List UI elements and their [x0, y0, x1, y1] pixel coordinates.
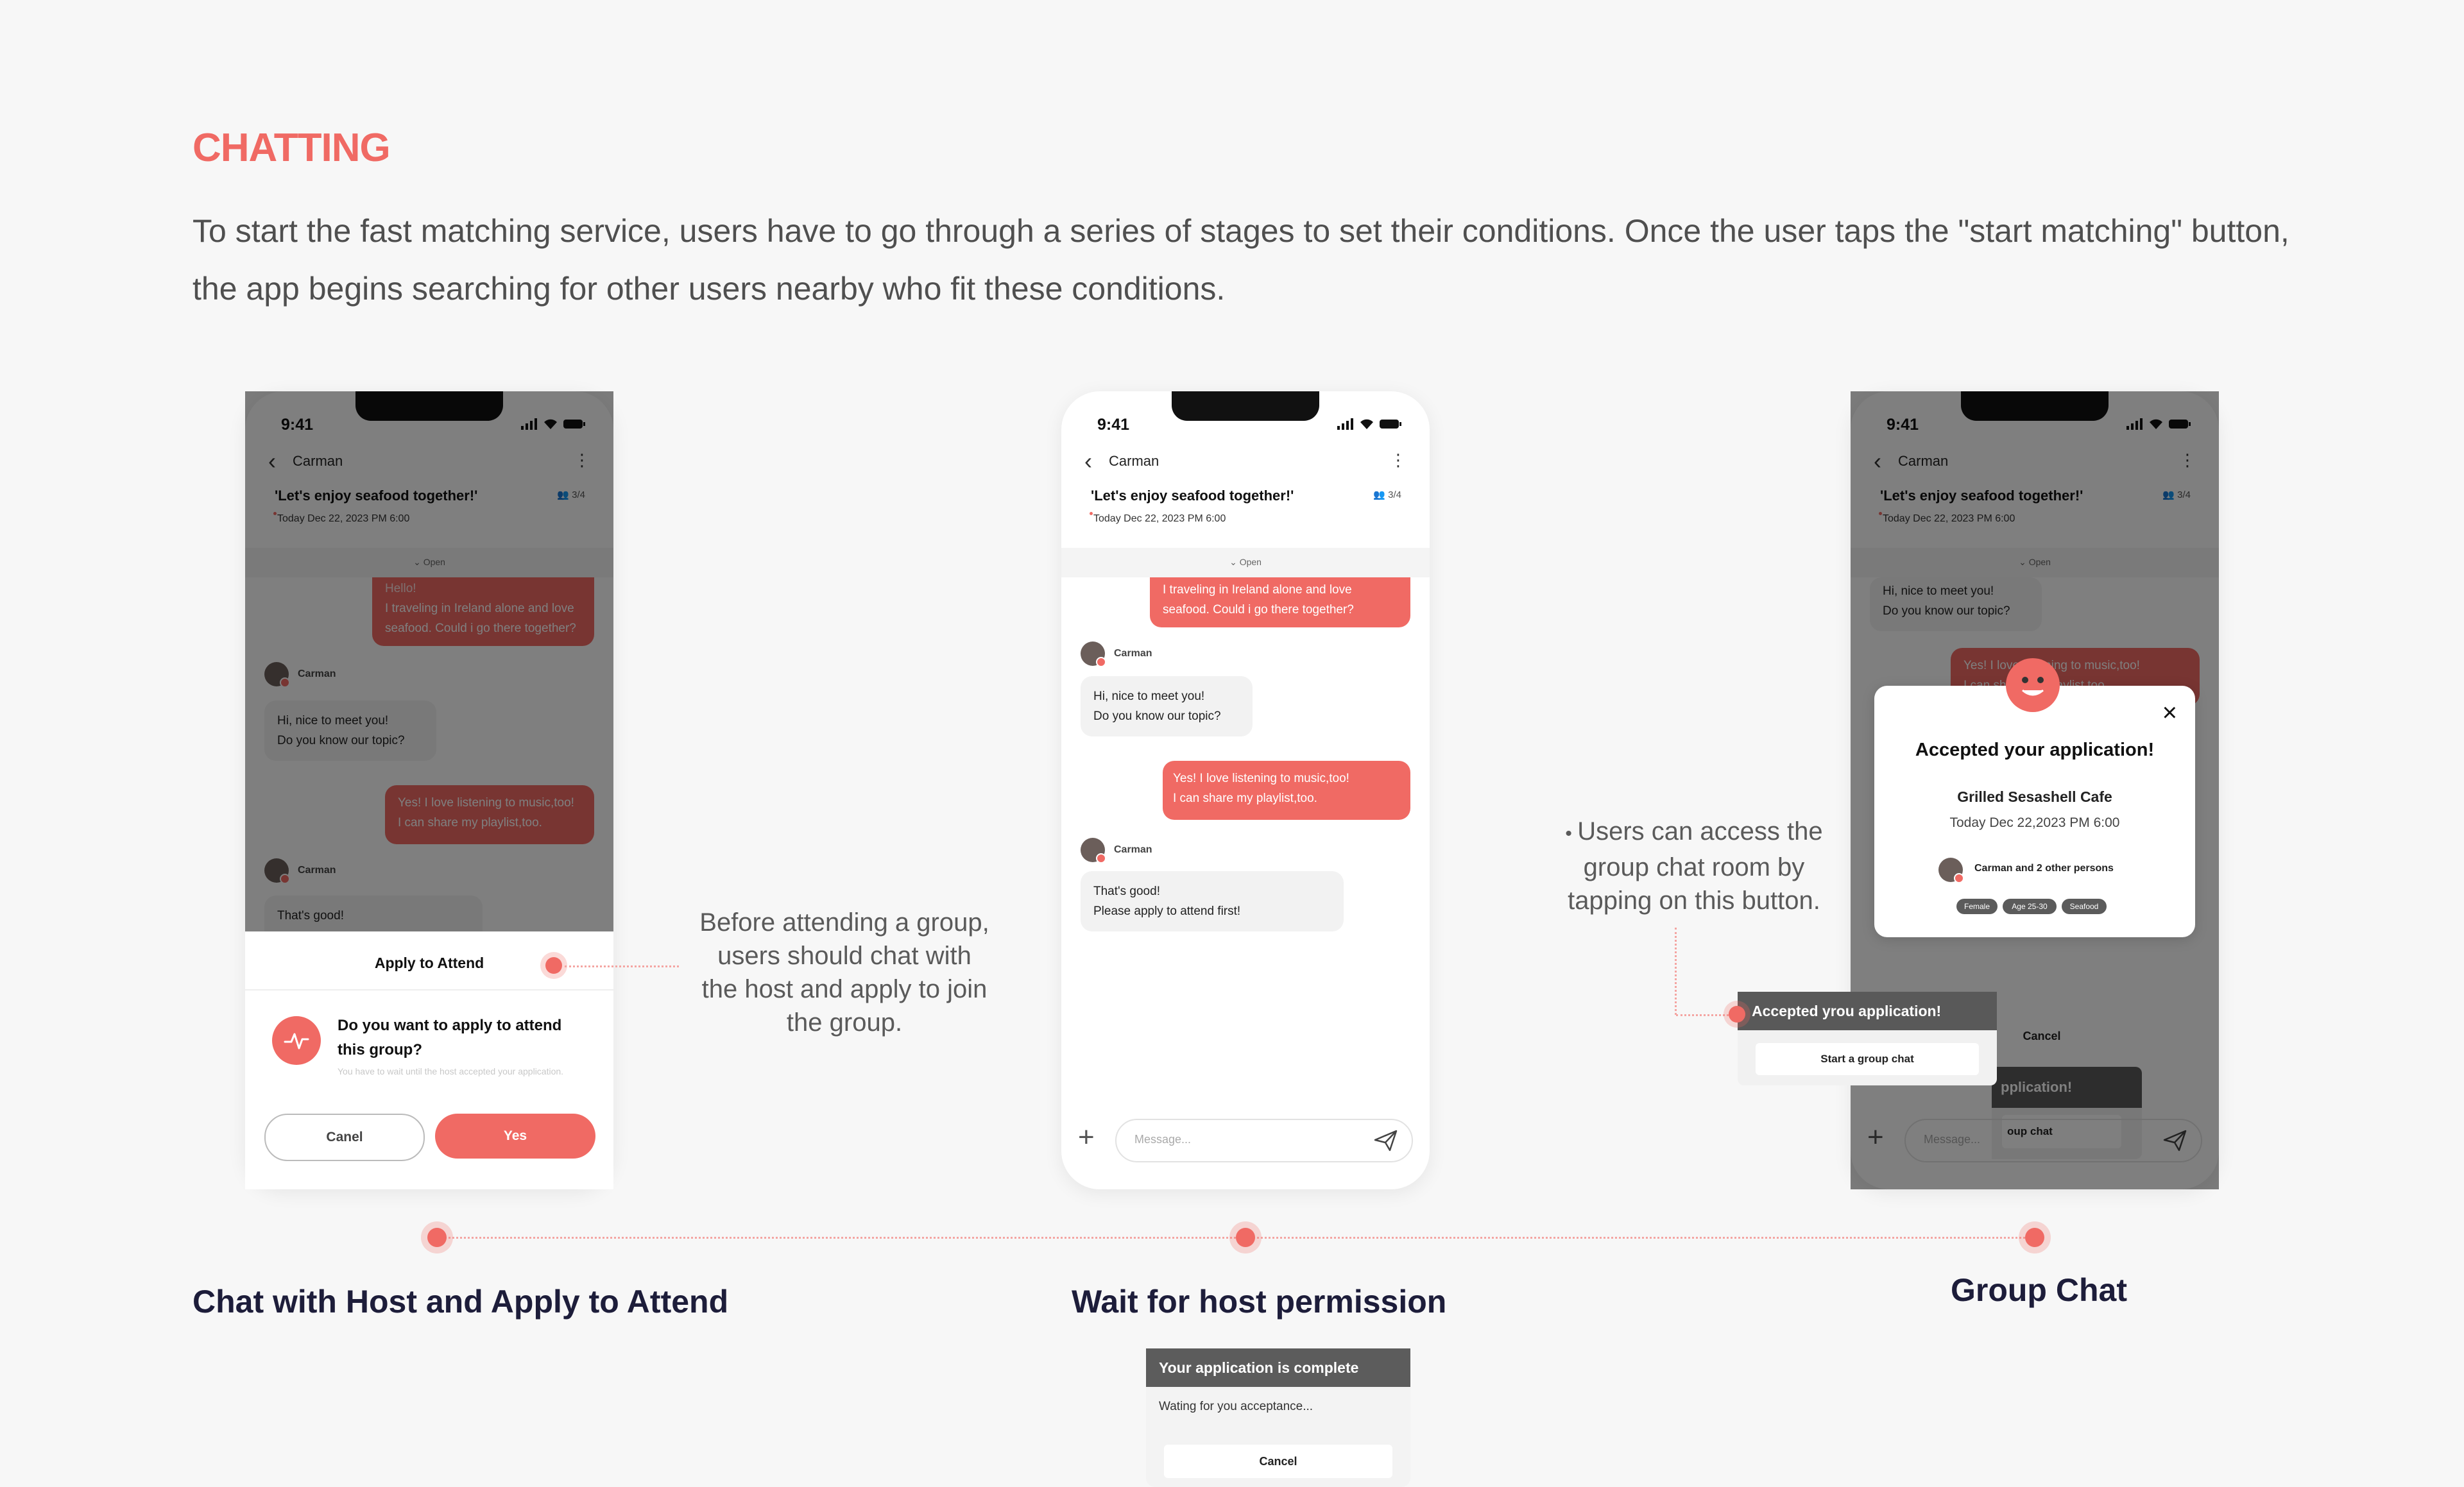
message-input-bar — [1061, 1110, 1430, 1168]
message-me: I traveling in Ireland alone and love seafood. Could i go there together? — [1150, 577, 1410, 627]
message-me: Yes! I love listening to music,too! I can share my playlist,too. — [1163, 761, 1410, 820]
caption-step3: Group Chat — [1951, 1272, 2127, 1308]
bullet: • — [1565, 823, 1578, 844]
apply-note: You have to wait until the host accepted your application. — [338, 1066, 564, 1076]
app-bar — [1061, 443, 1430, 481]
avatar[interactable] — [1081, 642, 1105, 666]
sheet-title: Apply to Attend — [374, 955, 484, 971]
message-other: Hi, nice to meet you! Do you know our topic? — [1081, 676, 1253, 736]
modal-host-line: Carman and 2 other persons — [1974, 863, 2114, 874]
popup-title: Accepted yrou application! — [1738, 992, 1997, 1030]
section-description: To start the fast matching service, users have to go through a series of stages to set their conditions. Once the user taps the "start matching" button, the app begins searching for other users nearby who fit these conditions. — [193, 213, 2289, 307]
plus-icon[interactable]: + — [1078, 1121, 1095, 1153]
notch — [1172, 391, 1319, 421]
avatar — [1938, 858, 1963, 882]
cancel-button[interactable]: Canel — [264, 1114, 425, 1161]
sender-name: Carman — [1114, 648, 1152, 659]
annotation-group-chat-access — [1546, 815, 1842, 917]
send-icon[interactable] — [1373, 1129, 1399, 1152]
annotation-marker — [1729, 1006, 1745, 1023]
timeline-line — [436, 1237, 2034, 1239]
tag-chip: Female — [1956, 899, 1998, 914]
annotation-connector — [1676, 1014, 1733, 1016]
message-placeholder: Message... — [1134, 1133, 1192, 1146]
smiley-icon — [2006, 658, 2060, 712]
start-group-chat-button[interactable]: Start a group chat — [1756, 1043, 1979, 1075]
caption-step1: Chat with Host and Apply to Attend — [193, 1284, 729, 1320]
message-other: That's good! Please apply to attend first! — [1081, 871, 1344, 931]
accepted-popup — [1738, 992, 1997, 1085]
modal-date: Today Dec 22,2023 PM 6:00 — [1949, 815, 2120, 830]
cancel-application-button[interactable]: Cancel — [1164, 1445, 1392, 1478]
timeline-dot — [2025, 1228, 2044, 1247]
status-icons — [1337, 418, 1401, 430]
avatar[interactable] — [1081, 838, 1105, 862]
more-icon[interactable]: ⋮ — [1390, 450, 1407, 470]
annotation-text: Users can access the group chat room by tapping on this button. — [1568, 817, 1823, 915]
message-input[interactable] — [1115, 1119, 1413, 1162]
timeline-dot — [427, 1228, 447, 1247]
phone-screen-apply — [245, 391, 613, 1189]
activity-icon — [272, 1016, 321, 1065]
battery-icon — [1380, 418, 1401, 430]
people-icon: 👥 — [1373, 489, 1389, 500]
wifi-icon — [1359, 418, 1374, 430]
divider — [245, 989, 613, 990]
group-date: Today Dec 22, 2023 PM 6:00 — [1093, 513, 1226, 524]
annotation-before-attending: Before attending a group, users should chat with the host and apply to join the group. — [699, 908, 989, 1037]
close-icon[interactable]: × — [2162, 699, 2177, 727]
member-count-value: 3/4 — [1388, 489, 1401, 500]
timeline-dot — [1236, 1228, 1255, 1247]
tag-chip: Age 25-30 — [2003, 899, 2057, 914]
signal-icon — [1337, 418, 1354, 430]
back-arrow-icon[interactable]: ‹ — [1084, 448, 1092, 474]
tag-chip: Seafood — [2062, 899, 2107, 914]
annotation-connector — [1675, 928, 1677, 1015]
clock: 9:41 — [1097, 416, 1130, 434]
yes-button[interactable]: Yes — [435, 1114, 595, 1159]
apply-question: Do you want to apply to attend this group? — [338, 1017, 562, 1058]
card-title: Your application is complete — [1146, 1348, 1410, 1387]
chat-name: Carman — [1109, 453, 1159, 469]
open-label: Open — [1239, 557, 1262, 567]
member-count — [1373, 489, 1401, 500]
caption-step2: Wait for host permission — [1072, 1284, 1447, 1320]
annotation-marker — [545, 957, 562, 974]
modal-place: Grilled Sesashell Cafe — [1957, 788, 2112, 805]
section-title: CHATTING — [193, 126, 390, 170]
card-body: Wating for you acceptance... — [1159, 1400, 1313, 1413]
status-dot — [1090, 512, 1093, 515]
accepted-modal — [1874, 686, 2195, 937]
annotation-connector — [565, 965, 679, 967]
sender-name: Carman — [1114, 844, 1152, 855]
chevron-down-icon: ⌄ — [1229, 557, 1240, 567]
application-complete-card — [1146, 1348, 1410, 1487]
chat-area — [1061, 577, 1430, 1155]
open-toggle[interactable] — [1061, 557, 1430, 568]
group-title: 'Let's enjoy seafood together!' — [1091, 488, 1294, 504]
modal-title: Accepted your application! — [1915, 740, 2155, 760]
